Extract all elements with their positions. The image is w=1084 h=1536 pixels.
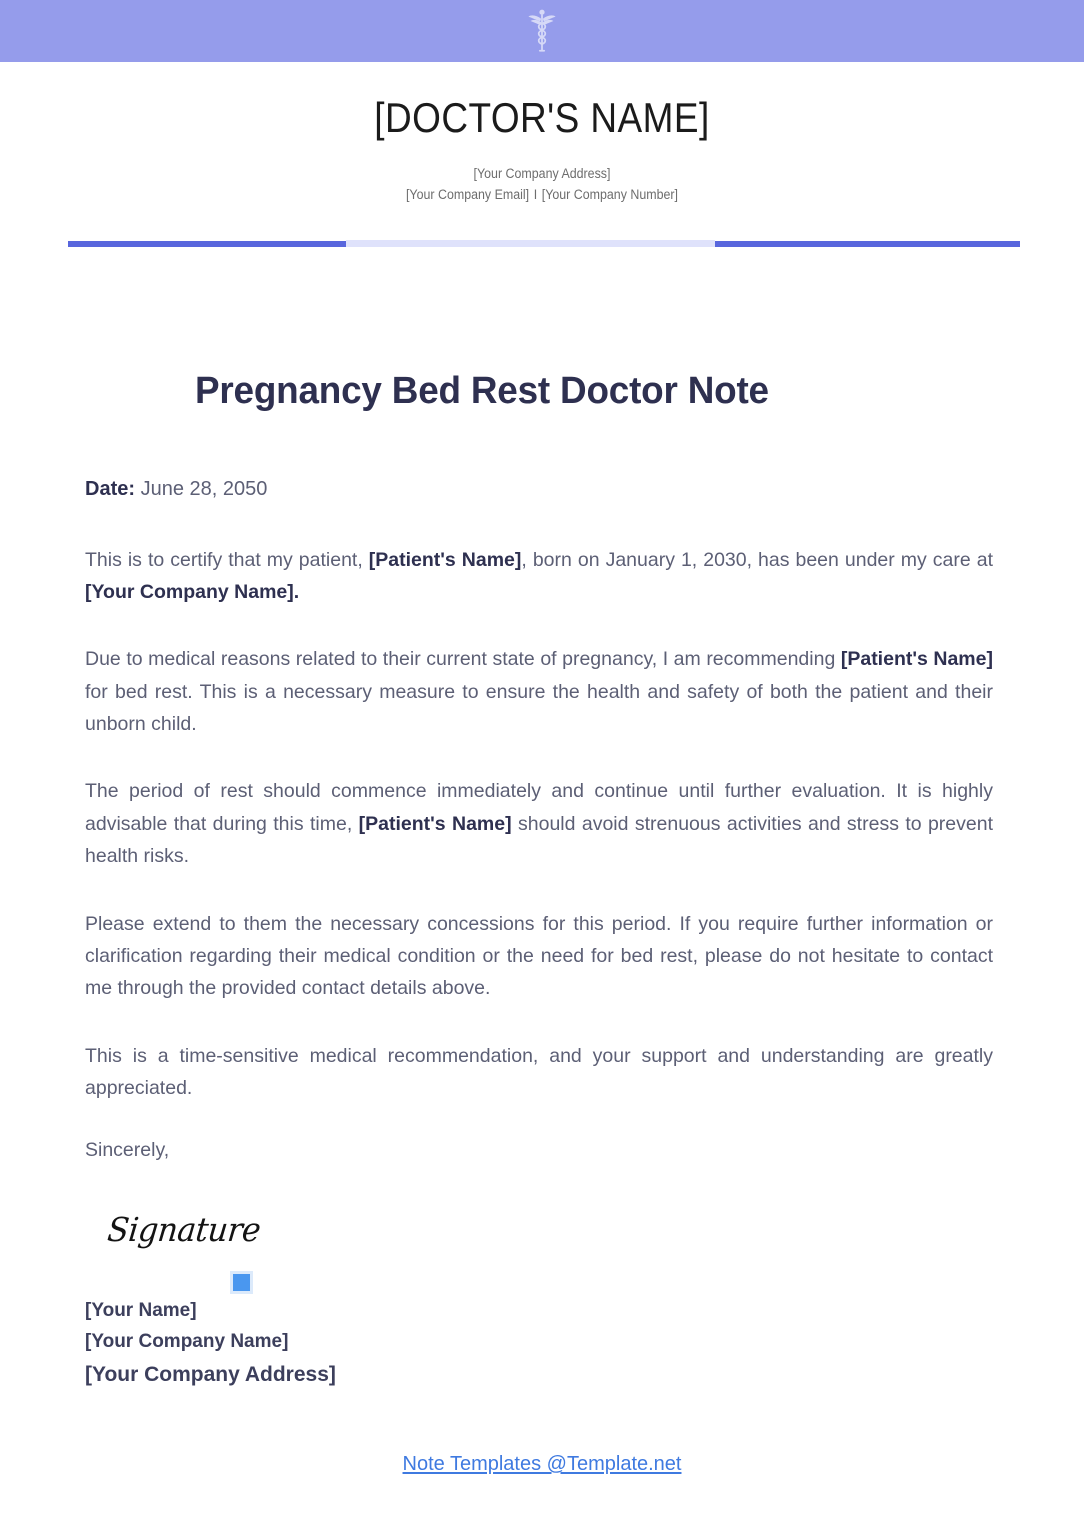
concessions-paragraph: [85, 908, 993, 1005]
signature-block: [105, 1210, 586, 1249]
company-contact-line: [43, 184, 1040, 205]
placeholder-token: [Patient's Name]: [840, 648, 993, 671]
signature-script: Signature: [105, 1210, 263, 1249]
placeholder-token: [Your Company Name].: [85, 581, 300, 604]
signer-company: [Your Company Name]: [85, 1330, 289, 1352]
recommendation-paragraph: [85, 643, 993, 740]
footer: [0, 1453, 1084, 1476]
paragraph-text: , born on January 1, 2030, has been under my care at: [521, 548, 993, 571]
header-band: [0, 0, 1084, 62]
doctor-name: [DOCTOR'S NAME]: [374, 94, 710, 141]
paragraph-text: This is a time-sensitive medical recommendation, and your support and understanding are greatly appreciated.: [85, 1044, 993, 1099]
header-divider: [68, 240, 1020, 247]
paragraph-text: should avoid strenuous activities and stress to prevent health risks.: [85, 812, 994, 868]
signer-details: [85, 1296, 585, 1392]
caduceus-icon: [528, 8, 556, 54]
date-label: Date:: [85, 477, 136, 500]
document-body: [85, 370, 993, 1167]
closing-line: Sincerely,: [85, 1139, 170, 1162]
letterhead: [0, 62, 1084, 206]
signer-name: [Your Name]: [85, 1300, 197, 1321]
page-title: Pregnancy Bed Rest Doctor Note: [195, 370, 769, 412]
company-number: [Your Company Number]: [541, 187, 679, 203]
paragraph-text: Due to medical reasons related to their current state of pregnancy, I am recommending: [85, 648, 841, 671]
date-line: [85, 474, 993, 504]
date-value: June 28, 2050: [140, 477, 268, 500]
paragraph-text: for bed rest. This is a necessary measure to ensure the health and safety of both the patient and their unborn child.: [85, 680, 993, 736]
certify-paragraph: [85, 544, 993, 609]
divider-segment-middle: [346, 240, 715, 247]
divider-segment-right: [715, 241, 1020, 247]
selection-handle[interactable]: [230, 1271, 253, 1294]
company-email: [Your Company Email]: [405, 187, 530, 203]
paragraph-text: The period of rest should commence immediately and continue until further evaluation. It is highly advisable that during this time,: [85, 780, 993, 835]
paragraph-text: Please extend to them the necessary concessions for this period. If you require further information or clarification regarding their medical condition or the need for bed rest, please do not hesitate to contact me through the provided contact details above.: [85, 912, 993, 1000]
signer-address: [Your Company Address]: [85, 1362, 336, 1386]
template-net-link[interactable]: Note Templates @Template.net: [402, 1453, 682, 1475]
divider-segment-left: [68, 241, 346, 247]
placeholder-token: [Patient's Name]: [368, 548, 522, 571]
time-sensitive-paragraph: [85, 1040, 993, 1105]
placeholder-token: [Patient's Name]: [358, 812, 512, 835]
company-address: [Your Company Address]: [473, 166, 611, 182]
contact-separator: I: [533, 187, 538, 203]
paragraph-text: This is to certify that my patient,: [85, 548, 369, 571]
rest-period-paragraph: [85, 775, 993, 872]
